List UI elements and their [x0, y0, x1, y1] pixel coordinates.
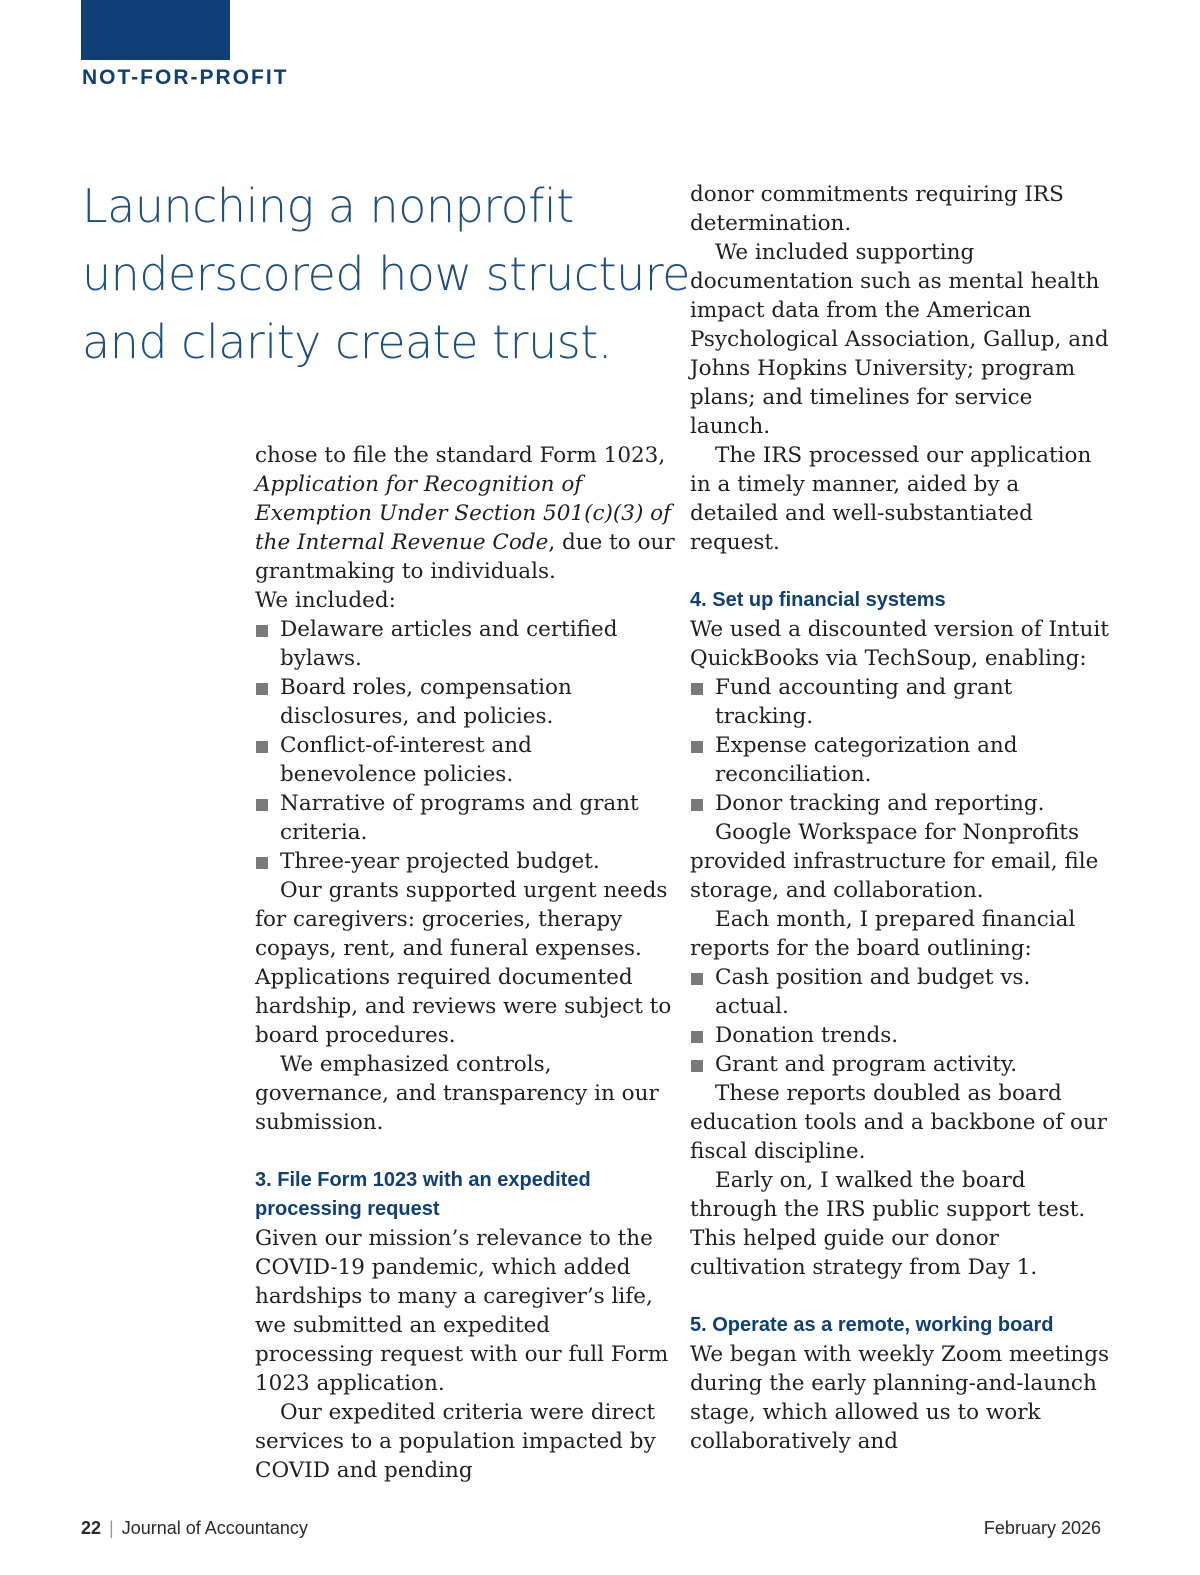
paragraph: donor commitments requiring IRS determination.: [690, 182, 1064, 236]
paragraph: chose to file the standard Form 1023, Application for Recognition of Exemption Under Section 501(c)(3) of the Internal Revenue Code, due to our grantmaking to individuals.: [255, 443, 675, 584]
footer-separator: |: [109, 1518, 114, 1538]
section-heading: 4. Set up financial systems: [690, 589, 946, 611]
paragraph: Each month, I prepared financial reports for the board outlining:: [690, 907, 1076, 961]
square-bullet-icon: [690, 963, 715, 1021]
paragraph: We included:: [255, 588, 396, 613]
bullet-item: Expense categorization and reconciliation.: [690, 731, 1110, 789]
page-number: 22: [81, 1518, 102, 1538]
bullet-item: Donor tracking and reporting.: [690, 789, 1110, 818]
paragraph: Google Workspace for Nonprofits provided infrastructure for email, file storage, and collaboration.: [690, 820, 1099, 903]
square-bullet-icon: [255, 615, 280, 673]
square-bullet-icon: [690, 673, 715, 731]
square-bullet-icon: [255, 789, 280, 847]
issue-date: February 2026: [983, 1518, 1101, 1538]
square-bullet-icon: [690, 731, 715, 789]
section-heading: 3. File Form 1023 with an expedited processing request: [255, 1169, 591, 1220]
page-footer: [81, 1518, 1101, 1544]
pull-quote-line: Launching a nonprofit: [82, 179, 574, 233]
paragraph: We used a discounted version of Intuit QuickBooks via TechSoup, enabling:: [690, 617, 1109, 671]
bullet-item: Grant and program activity.: [690, 1050, 1110, 1079]
bullet-item: Delaware articles and certified bylaws.: [255, 615, 675, 673]
article-column-left: [255, 441, 675, 1485]
form-title-italic: Application for Recognition of Exemption Under Section 501(c)(3) of the Internal Revenue Code: [255, 472, 672, 555]
pull-quote-line: underscored how structure: [82, 247, 690, 301]
square-bullet-icon: [690, 1050, 715, 1079]
bullet-item: Cash position and budget vs. actual.: [690, 963, 1110, 1021]
paragraph: Our expedited criteria were direct services to a population impacted by COVID and pending: [255, 1400, 656, 1483]
square-bullet-icon: [690, 1021, 715, 1050]
square-bullet-icon: [255, 673, 280, 731]
paragraph: Early on, I walked the board through the IRS public support test. This helped guide our donor cultivation strategy from Day 1.: [690, 1168, 1086, 1280]
section-label: NOT-FOR-PROFIT: [82, 66, 289, 89]
bullet-item: Narrative of programs and grant criteria.: [255, 789, 675, 847]
pull-quote-line: and clarity create trust.: [82, 315, 612, 369]
bullet-item: Conflict-of-interest and benevolence policies.: [255, 731, 675, 789]
section-color-bar: [81, 0, 230, 60]
article-column-right: [690, 180, 1110, 1456]
paragraph: The IRS processed our application in a timely manner, aided by a detailed and well-substantiated request.: [690, 443, 1092, 555]
bullet-item: Donation trends.: [690, 1021, 1110, 1050]
square-bullet-icon: [690, 789, 715, 818]
bullet-item: Board roles, compensation disclosures, and policies.: [255, 673, 675, 731]
paragraph: Given our mission’s relevance to the COVID-19 pandemic, which added hardships to many a caregiver’s life, we submitted an expedited processing request with our full Form 1023 application.: [255, 1226, 669, 1396]
paragraph: We began with weekly Zoom meetings during the early planning-and-launch stage, which allowed us to work collaboratively and: [690, 1342, 1110, 1454]
paragraph: Our grants supported urgent needs for caregivers: groceries, therapy copays, rent, and funeral expenses. Applications required documented hardship, and reviews were subject to board procedures.: [255, 878, 672, 1048]
square-bullet-icon: [255, 731, 280, 789]
paragraph: We included supporting documentation such as mental health impact data from the American Psychological Association, Gallup, and Johns Hopkins University; program plans; and timelines for service launch.: [690, 240, 1109, 439]
bullet-item: Fund accounting and grant tracking.: [690, 673, 1110, 731]
bullet-item: Three-year projected budget.: [255, 847, 675, 876]
square-bullet-icon: [255, 847, 280, 876]
section-heading: 5. Operate as a remote, working board: [690, 1314, 1054, 1336]
paragraph: We emphasized controls, governance, and transparency in our submission.: [255, 1052, 659, 1135]
pull-quote: [82, 172, 690, 376]
paragraph: These reports doubled as board education tools and a backbone of our fiscal discipline.: [690, 1081, 1108, 1164]
publication-name: Journal of Accountancy: [121, 1518, 308, 1538]
